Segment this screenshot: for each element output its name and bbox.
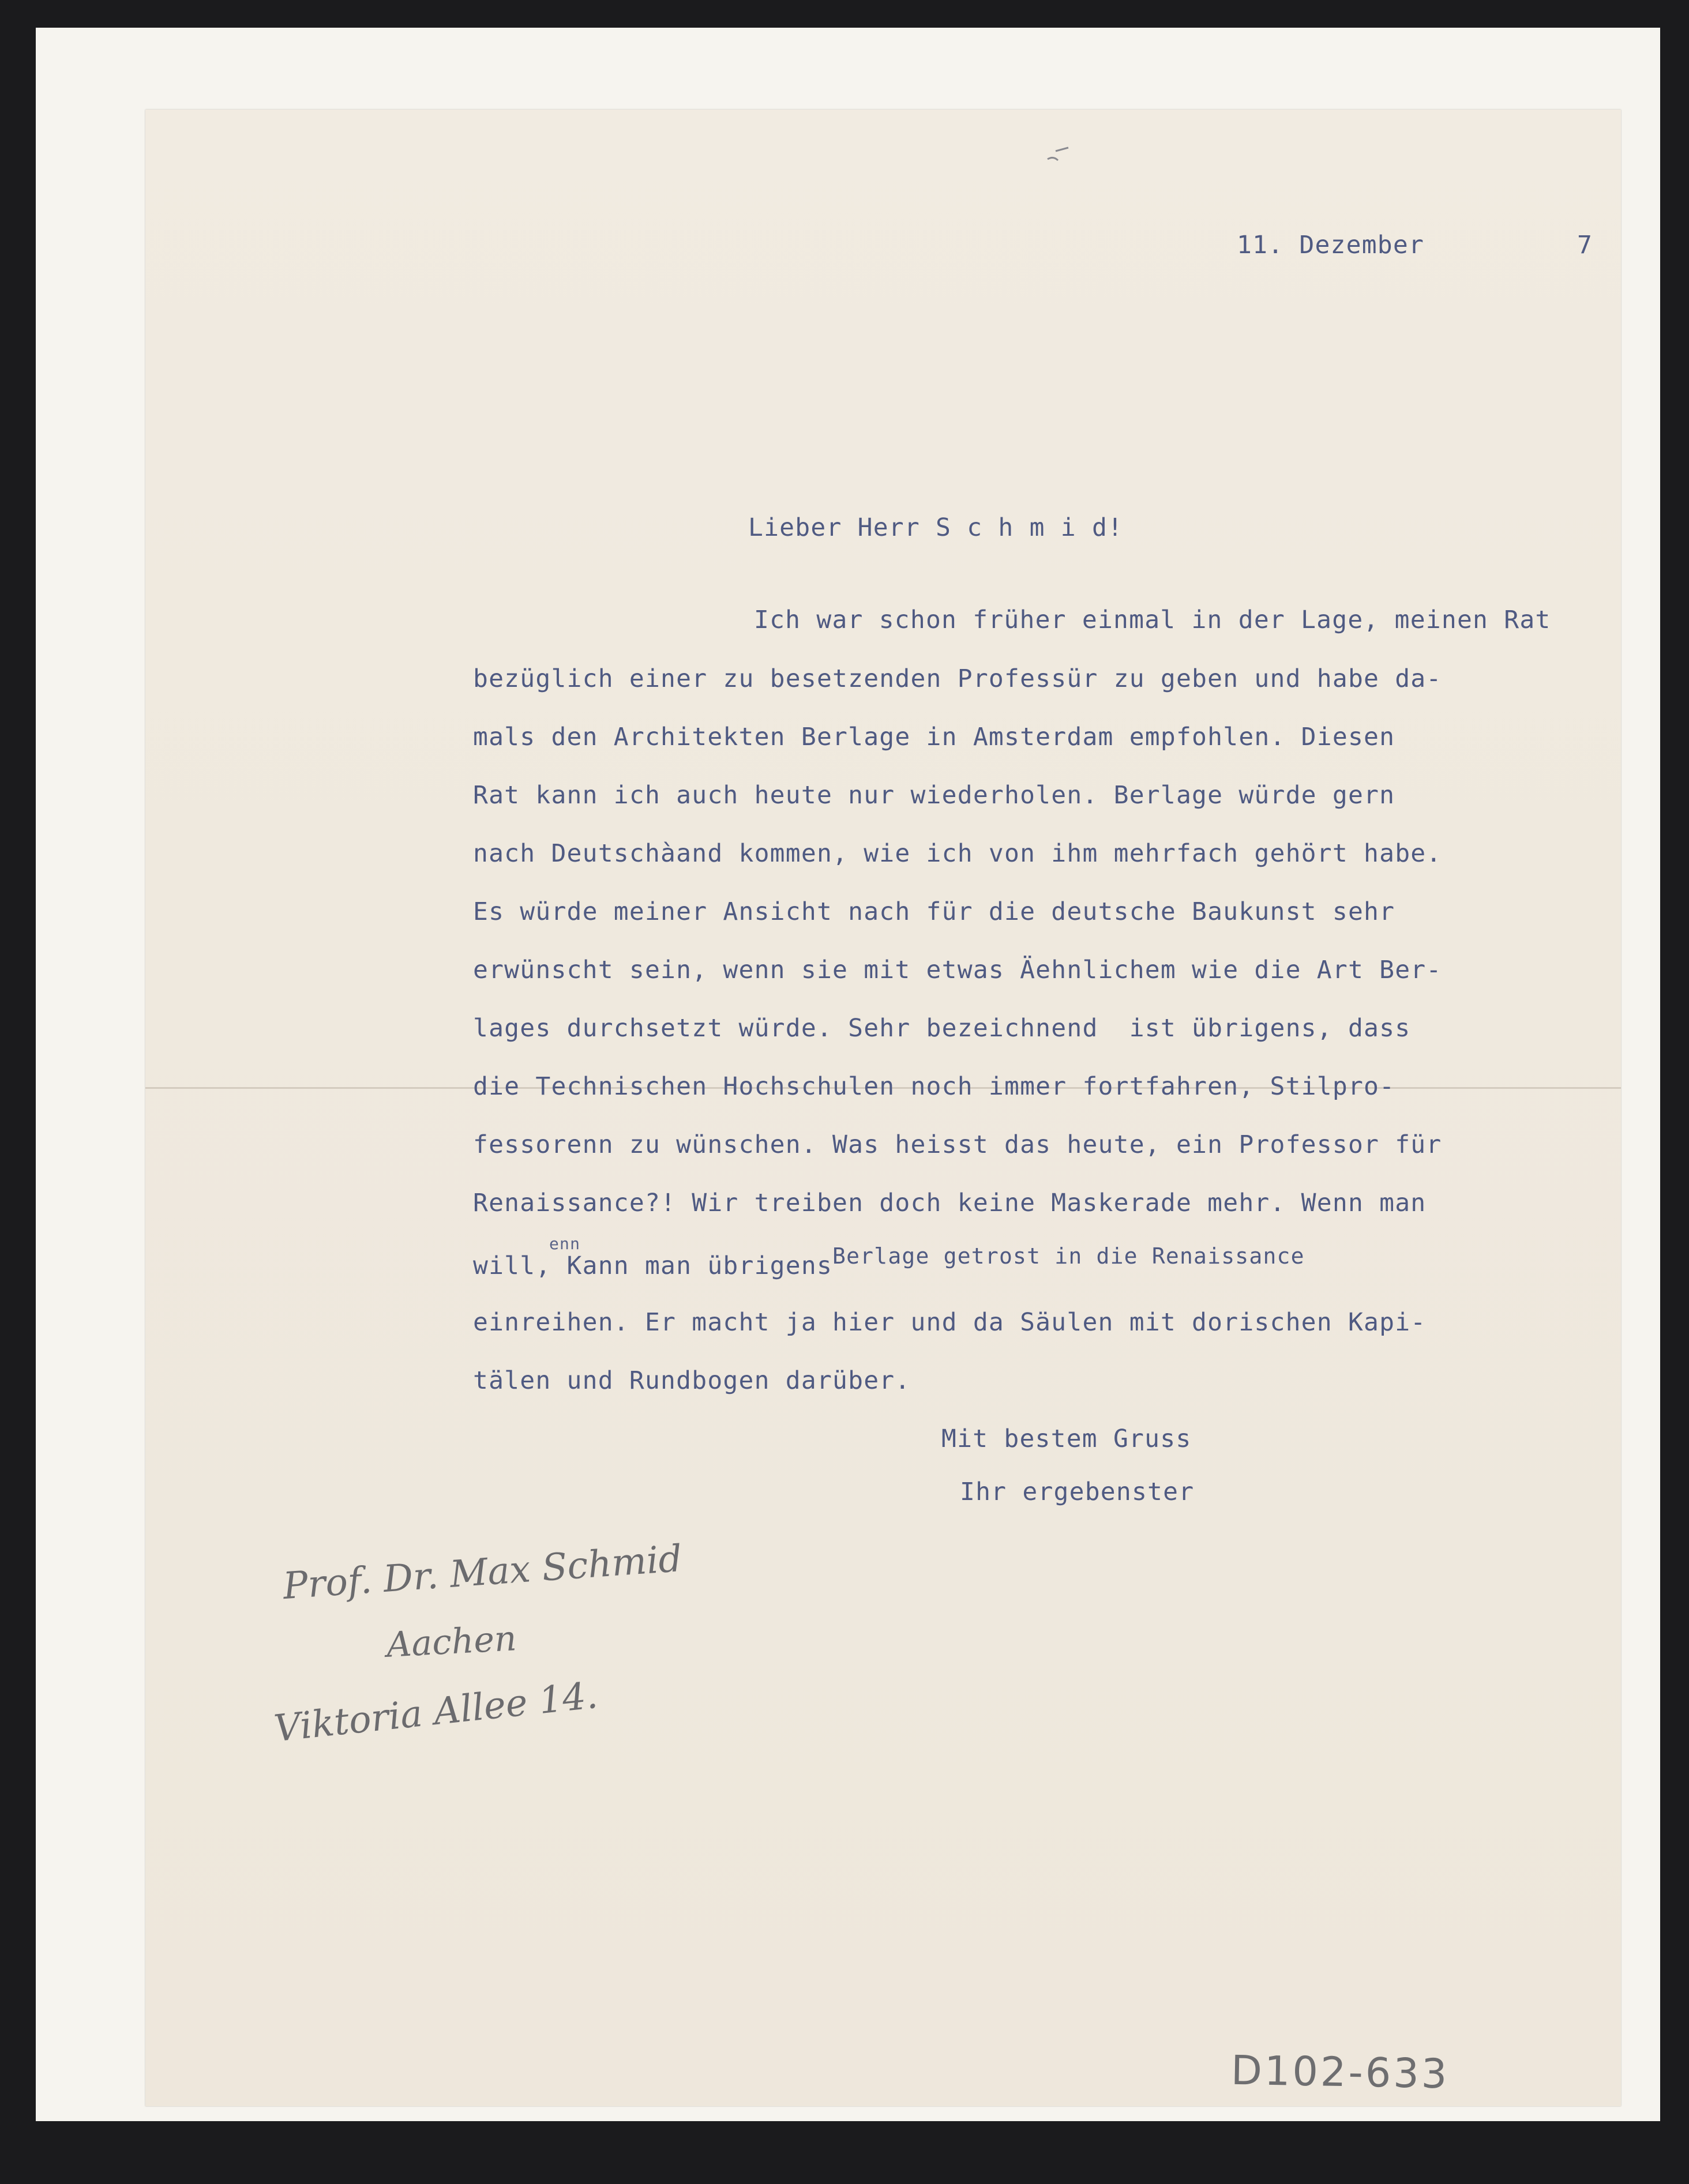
letter-page: [145, 110, 1621, 2106]
pencil-mark: [1045, 145, 1072, 165]
body-line: mals den Architekten Berlage in Amsterdam empfohlen. Diesen: [473, 723, 1395, 751]
closing-signoff: Ihr ergebenster: [960, 1478, 1195, 1506]
body-line: lages durchsetzt würde. Sehr bezeichnend ist übrigens, dass: [473, 1014, 1411, 1043]
body-line: die Technischen Hochschulen noch immer fortfahren, Stilpro-: [473, 1072, 1395, 1101]
body-line-start: will, Kann man übrigens: [473, 1251, 833, 1280]
archive-number: D102-633: [1230, 2046, 1450, 2098]
body-line: Ich war schon früher einmal in der Lage, meinen Rat: [754, 606, 1551, 634]
handwritten-city: Aachen: [385, 1618, 518, 1666]
closing-greeting: Mit bestem Gruss: [941, 1424, 1192, 1453]
handwritten-street: Viktoria Allee 14.: [272, 1674, 600, 1751]
body-line: Es würde meiner Ansicht nach für die deutsche Baukunst sehr: [473, 897, 1395, 926]
body-line: nach Deutschàand kommen, wie ich von ihm mehrfach gehört habe.: [473, 839, 1442, 868]
body-line: tälen und Rundbogen darüber.: [473, 1366, 911, 1395]
body-line: einreihen. Er macht ja hier und da Säulen mit dorischen Kapi-: [473, 1308, 1427, 1337]
correction-overtype: enn: [549, 1234, 581, 1253]
body-line: Renaissance?! Wir treiben doch keine Maskerade mehr. Wenn man: [473, 1189, 1427, 1217]
handwritten-name: Prof. Dr. Max Schmid: [282, 1537, 684, 1608]
body-line: erwünscht sein, wenn sie mit etwas Äehnlichem wie die Art Ber-: [473, 956, 1442, 984]
letter-date: 11. Dezember: [1237, 231, 1425, 260]
salutation: Lieber Herr S c h m i d!: [748, 513, 1124, 542]
body-line: fessorenn zu wünschen. Was heisst das heute, ein Professor für: [473, 1130, 1442, 1159]
scan-mount: [36, 28, 1660, 2121]
page-number: 7: [1577, 231, 1593, 260]
superscript-insert: Berlage getrost in die Renaissance: [832, 1243, 1305, 1269]
body-line: Rat kann ich auch heute nur wiederholen. Berlage würde gern: [473, 781, 1395, 810]
body-line: bezüglich einer zu besetzenden Professür zu geben und habe da-: [473, 664, 1442, 693]
